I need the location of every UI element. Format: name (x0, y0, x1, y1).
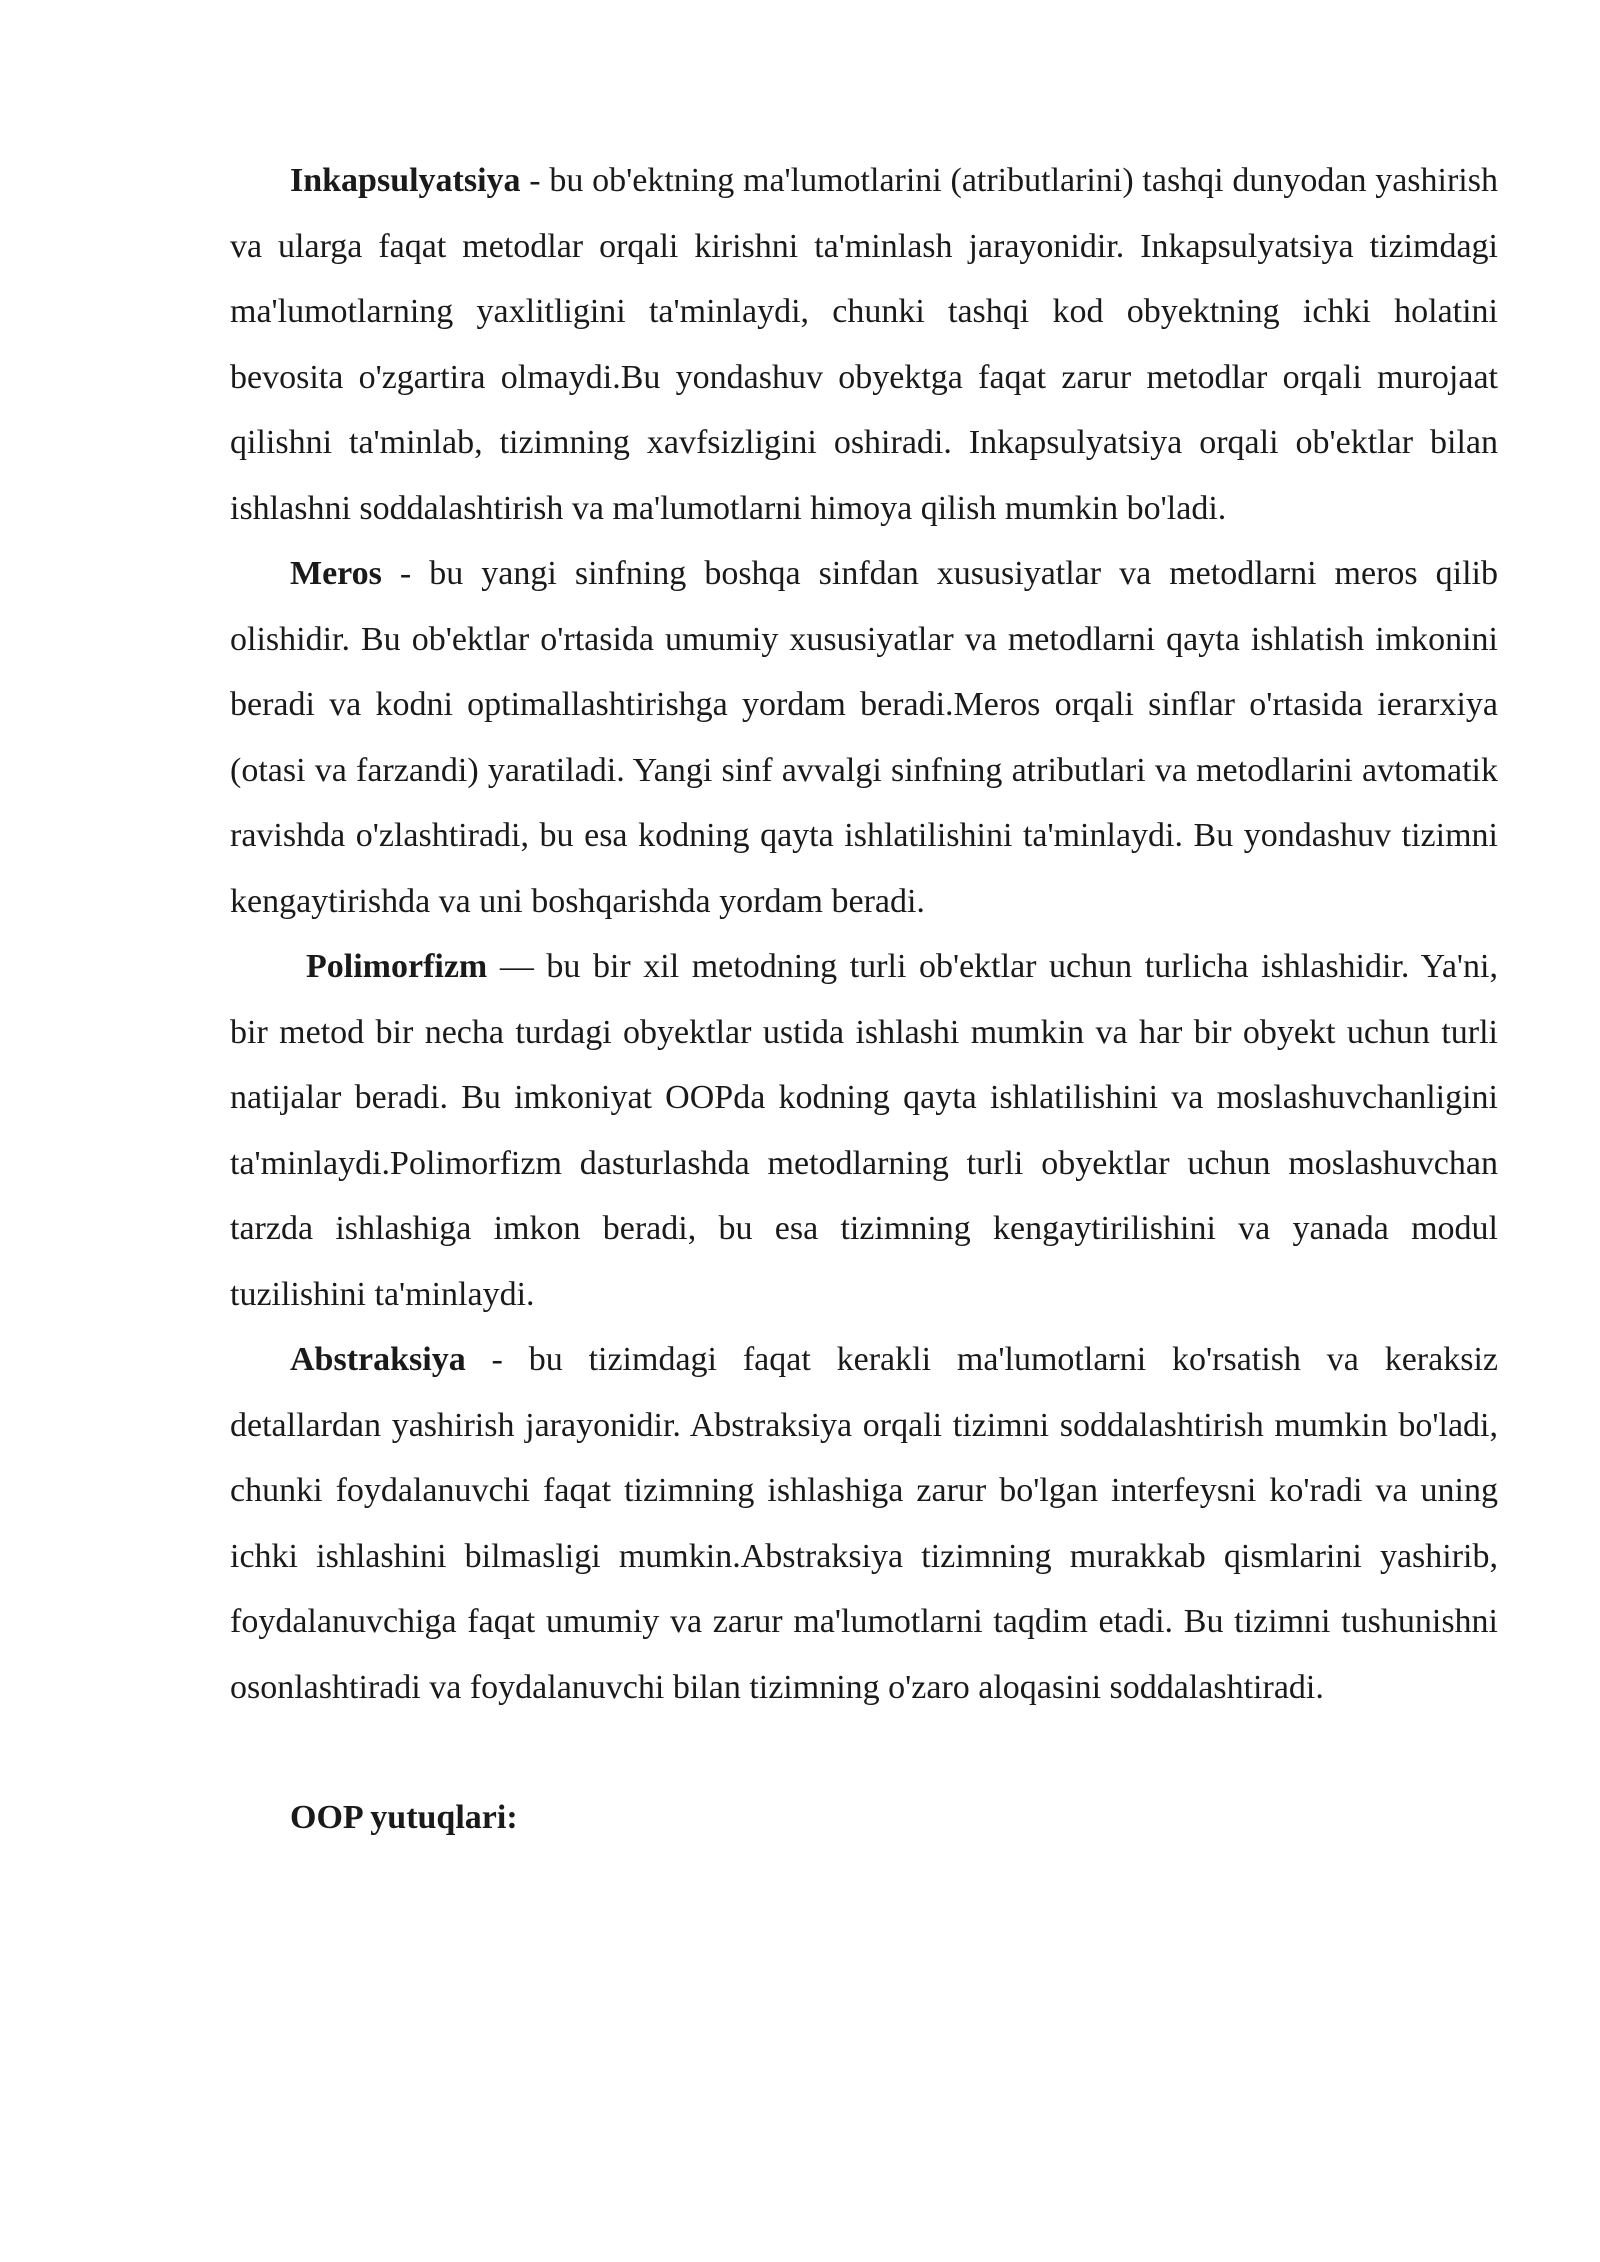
paragraph-polimorfizm (230, 934, 1498, 1327)
paragraph-text: — bu bir xil metodning turli ob'ektlar uchun turlicha ishlashidir. Ya'ni, bir metod bir necha turdagi obyektlar ustida ishlashi mumkin va har bir obyekt uchun turli natijalar beradi. Bu imkoniyat OOPda kodning qayta ishlatilishini va moslashuvchanligini ta'minlaydi.Polimorfizm dasturlashda metodlarning turli obyektlar uchun moslashuvchan tarzda ishlashiga imkon beradi, bu esa tizimning kengaytirilishini va yanada modul tuzilishini ta'minlaydi. (230, 948, 1498, 1313)
document-page (230, 148, 1498, 1851)
section-heading: OOP yutuqlari: (290, 1799, 518, 1836)
paragraph-abstraksiya (230, 1327, 1498, 1720)
term-inkapsulyatsiya: Inkapsulyatsiya (290, 162, 521, 199)
paragraph-inkapsulyatsiya (230, 148, 1498, 541)
term-abstraksiya: Abstraksiya (290, 1341, 466, 1378)
paragraph-meros (230, 541, 1498, 934)
paragraph-text: - bu ob'ektning ma'lumotlarini (atributlarini) tashqi dunyodan yashirish va ularga faqat metodlar orqali kirishni ta'minlash jarayonidir. Inkapsulyatsiya tizimdagi ma'lumotlarning yaxlitligini ta'minlaydi, chunki tashqi kod obyektning ichki holatini bevosita o'zgartira olmaydi.Bu yondashuv obyektga faqat zarur metodlar orqali murojaat qilishni ta'minlab, tizimning xavfsizligini oshiradi. Inkapsulyatsiya orqali ob'ektlar bilan ishlashni soddalashtirish va ma'lumotlarni himoya qilish mumkin bo'ladi. (230, 162, 1498, 527)
paragraph-text: - bu tizimdagi faqat kerakli ma'lumotlarni ko'rsatish va keraksiz detallardan yashirish jarayonidir. Abstraksiya orqali tizimni soddalashtirish mumkin bo'ladi, chunki foydalanuvchi faqat tizimning ishlashiga zarur bo'lgan interfeysni ko'radi va uning ichki ishlashini bilmasligi mumkin.Abstraksiya tizimning murakkab qismlarini yashirib, foydalanuvchiga faqat umumiy va zarur ma'lumotlarni taqdim etadi. Bu tizimni tushunishni osonlashtiradi va foydalanuvchi bilan tizimning o'zaro aloqasini soddalashtiradi. (230, 1341, 1498, 1706)
paragraph-text: - bu yangi sinfning boshqa sinfdan xususiyatlar va metodlarni meros qilib olishidir. Bu ob'ektlar o'rtasida umumiy xususiyatlar va metodlarni qayta ishlatish imkonini beradi va kodni optimallashtirishga yordam beradi.Meros orqali sinflar o'rtasida ierarxiya (otasi va farzandi) yaratiladi. Yangi sinf avvalgi sinfning atributlari va metodlarini avtomatik ravishda o'zlashtiradi, bu esa kodning qayta ishlatilishini ta'minlaydi. Bu yondashuv tizimni kengaytirishda va uni boshqarishda yordam beradi. (230, 555, 1498, 920)
term-polimorfizm: Polimorfizm (306, 948, 488, 985)
term-meros: Meros (290, 555, 382, 592)
